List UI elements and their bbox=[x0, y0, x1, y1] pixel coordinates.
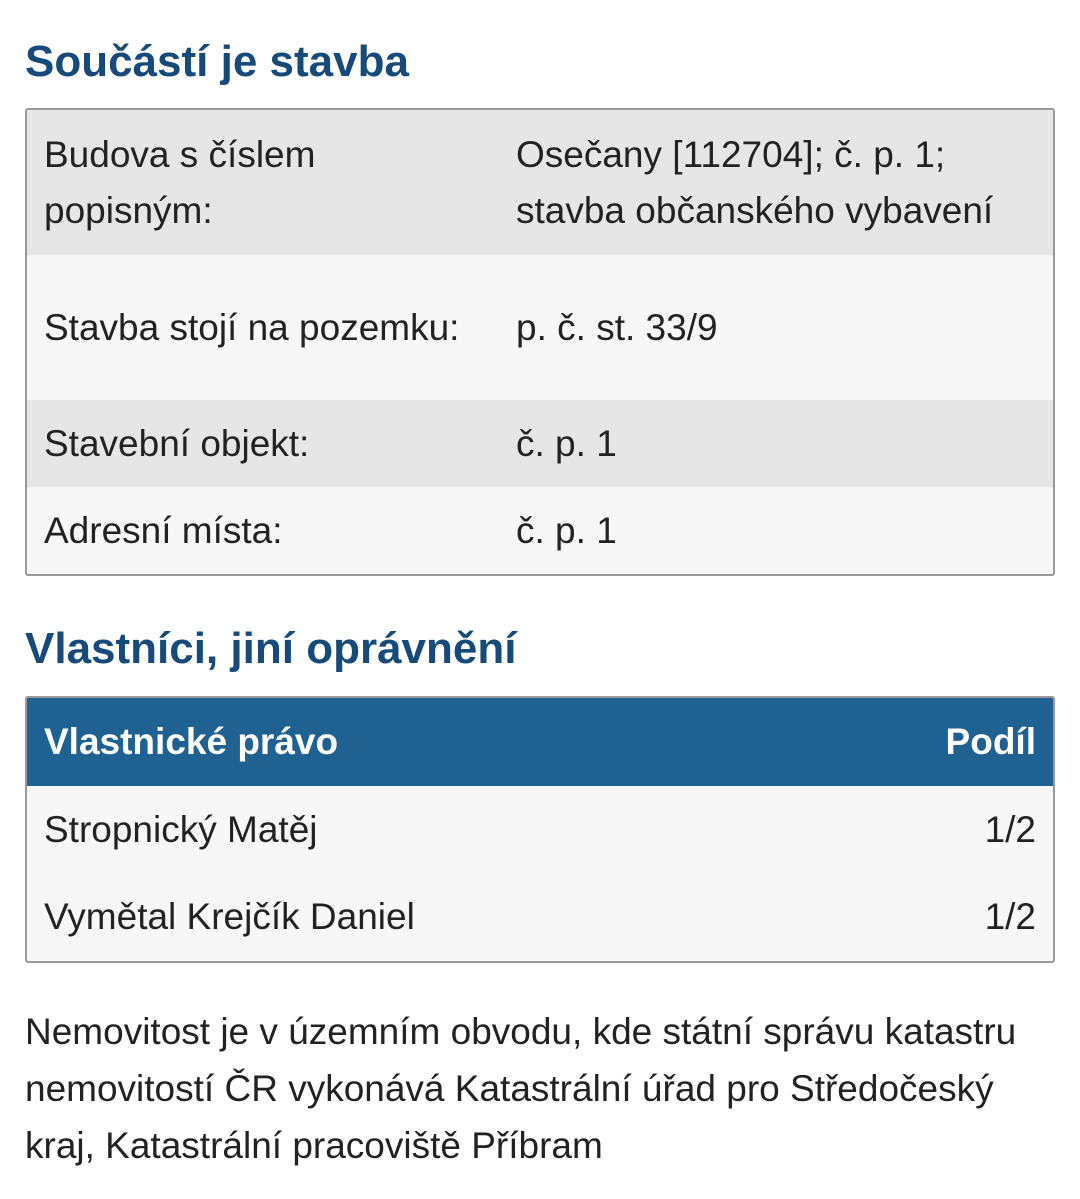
address-link[interactable]: č. p. 1 bbox=[516, 509, 617, 551]
owners-table bbox=[25, 696, 1055, 963]
row-label: Adresní místa: bbox=[44, 509, 283, 551]
owner-name: Stropnický Matěj bbox=[44, 808, 318, 850]
table-row-building-number bbox=[27, 110, 1053, 255]
section-title-building: Součástí je stavba bbox=[25, 37, 409, 86]
owners-table-header bbox=[27, 698, 1053, 786]
table-row bbox=[27, 873, 1053, 960]
column-header-share: Podíl bbox=[945, 721, 1036, 762]
owner-name: Vymětal Krejčík Daniel bbox=[44, 895, 415, 937]
cadastral-office-note: Nemovitost je v územním obvodu, kde státní správu katastru nemovitostí ČR vykonává Katastrální úřad pro Středočeský kraj, Katastrální pracoviště Příbram bbox=[25, 1011, 1017, 1166]
column-header-right-type: Vlastnické právo bbox=[44, 721, 339, 762]
table-row-building-object bbox=[27, 400, 1053, 487]
row-value-line2: stavba občanského vybavení bbox=[516, 189, 994, 231]
building-object-link[interactable]: č. p. 1 bbox=[516, 422, 617, 464]
section-title-owners: Vlastníci, jiní oprávnění bbox=[25, 624, 517, 673]
owner-share: 1/2 bbox=[984, 895, 1036, 937]
building-info-table bbox=[25, 108, 1055, 576]
row-label: Budova s číslem popisným: bbox=[44, 133, 316, 231]
row-label: Stavební objekt: bbox=[44, 422, 310, 464]
row-value bbox=[516, 127, 1055, 239]
row-value-line1: Osečany [112704]; č. p. 1; bbox=[516, 133, 946, 175]
table-row-parcel bbox=[27, 255, 1053, 400]
row-label: Stavba stojí na pozemku: bbox=[44, 306, 460, 348]
table-row bbox=[27, 786, 1053, 873]
parcel-link[interactable]: p. č. st. 33/9 bbox=[516, 306, 718, 348]
owner-share: 1/2 bbox=[984, 808, 1036, 850]
table-row-address bbox=[27, 487, 1053, 574]
